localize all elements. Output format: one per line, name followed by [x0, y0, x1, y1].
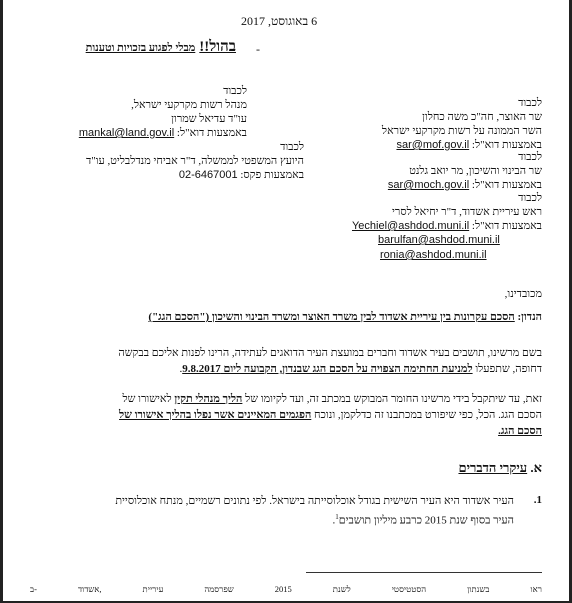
footnote-word: הסטטיסטי	[391, 584, 427, 594]
email-link[interactable]: sar@mof.gov.il	[396, 139, 470, 151]
email-link[interactable]: mankal@land.gov.il	[78, 127, 175, 139]
recipient-finance-minister	[382, 96, 542, 152]
greeting: מכובדינו,	[504, 288, 542, 300]
footnote-word: ב-	[30, 584, 37, 594]
recipient-land-authority	[79, 84, 247, 140]
paragraph-request: בשם מרשינו, תושבים בעיר אשדוד וחברים במועצת העיר הדואגים לעתידה, הרינו לפנות אליכם בבקשה דחופה, שתפעלו למניעת החתימה הצפויה על הסכם הגג שבנדון, הקבועה ליום 9.8.2017.	[118, 347, 542, 375]
recipient-contact: באמצעות דוא"ל: sar@mof.gov.il	[396, 139, 542, 151]
page-edge-left	[0, 0, 3, 603]
email-link[interactable]: ronia@ashdod.muni.il	[380, 249, 487, 261]
subject-text: הסכם עקרונות בין עיריית אשדוד לבין משרד האוצר ומשרד הבינוי והשיכון ("הסכם הגג")	[148, 311, 515, 323]
recipient-contact: באמצעות פקס: 02-6467001	[178, 169, 304, 181]
email-link[interactable]: Yechiel@ashdod.muni.il	[351, 220, 470, 232]
emphasis-text: הפגמים המאיינים אשר נפלו בהליך אישורו של	[119, 409, 312, 421]
item-text: העיר אשדוד היא העיר השישית בגודל אוכלוסייתה בישראל. לפי נתונים רשמיים, מנתח אוכלוסיית העיר בסוף שנת 2015 כרבע מיליון תושבים$^1$.	[115, 495, 514, 527]
email-link[interactable]: sar@moch.gov.il	[387, 179, 470, 191]
emphasis-text: למניעת החתימה הצפויה על הסכם הגג שבנדון, הקבועה ליום 9.8.2017	[182, 363, 473, 375]
recipient-person: עו"ד עדיאל שמרון	[171, 113, 247, 125]
recipient-name: היועץ המשפטי לממשלה, ד"ר אביחי מנדלבליט, עו"ד	[85, 155, 304, 167]
recipient-housing-minister	[388, 150, 542, 192]
footnote-word: אשדוד,	[77, 584, 102, 594]
letter-date: 6 באוגוסט, 2017	[241, 14, 318, 28]
fax-number: 02-6467001	[178, 169, 238, 181]
footnote-word: 2015	[274, 584, 292, 594]
urgent-dash: -	[256, 42, 260, 56]
recipient-to: לכבוד	[518, 192, 542, 204]
section-letter: א.	[530, 460, 542, 475]
footnote-word: שפרסמה	[204, 584, 234, 594]
section-title: עיקרי הדברים	[458, 460, 528, 475]
recipient-to: לכבוד	[518, 97, 542, 109]
footnote-word: לשנת	[332, 584, 351, 594]
subject-line	[148, 310, 542, 324]
footnote-word: ראו	[530, 584, 542, 594]
section-heading	[458, 460, 542, 476]
paragraph-conditions: זאת, עד שיתקבל בידי מרשינו החומר המבוקש במכתב זה, ועד לקיומו של הליך מנהלי תקין לאישורו של הסכם הגג. הכל, כפי שיפורט במכתבנו זה כדלקמן, ונוכח הפגמים המאיינים אשר נפלו בהליך אישורו של הסכם הגג.	[32, 391, 542, 439]
footnote-separator	[306, 572, 542, 573]
urgent-heading: בהול!!	[199, 39, 236, 55]
recipient-to: לכבוד	[518, 151, 542, 163]
recipient-name: מנהל רשות מקרקעי ישראל,	[131, 99, 247, 111]
email-link[interactable]: barulfan@ashdod.muni.il	[378, 234, 500, 246]
recipient-contact: באמצעות דוא"ל: Yechiel@ashdod.muni.il	[351, 220, 542, 232]
item-number: 1.	[533, 494, 542, 506]
recipient-attorney-general	[86, 140, 304, 182]
recipient-name: ראש עיריית אשדוד, ד"ר יחיאל לסרי	[392, 206, 542, 218]
footnote-word: בשנתון	[467, 584, 490, 594]
without-prejudice: מבלי לפגוע בזכויות וטענות	[85, 42, 196, 54]
recipient-to: לכבוד	[280, 141, 304, 153]
footnote-strip	[30, 583, 542, 595]
footnote-ref: 1	[335, 513, 339, 521]
subject-label: הנדון:	[517, 311, 542, 323]
urgent-notice	[86, 38, 236, 56]
recipient-ashdod-mayor	[352, 191, 542, 233]
recipient-contact: באמצעות דוא"ל: mankal@land.gov.il	[78, 127, 247, 139]
recipient-name: שר האוצר, חה"כ משה כחלון	[422, 111, 542, 123]
footnote-word: עיריית	[142, 584, 164, 594]
recipient-to: לכבוד	[223, 85, 247, 97]
emphasis-text: הסכם הגג.	[498, 425, 542, 437]
emphasis-text: הליך מנהלי תקין	[174, 393, 243, 405]
recipient-contact: באמצעות דוא"ל: sar@moch.gov.il	[387, 179, 542, 191]
recipient-role: השר הממונה על רשות מקרקעי ישראל	[381, 125, 542, 137]
recipient-name: שר הבינוי והשיכון, מר יואב גלנט	[409, 165, 542, 177]
